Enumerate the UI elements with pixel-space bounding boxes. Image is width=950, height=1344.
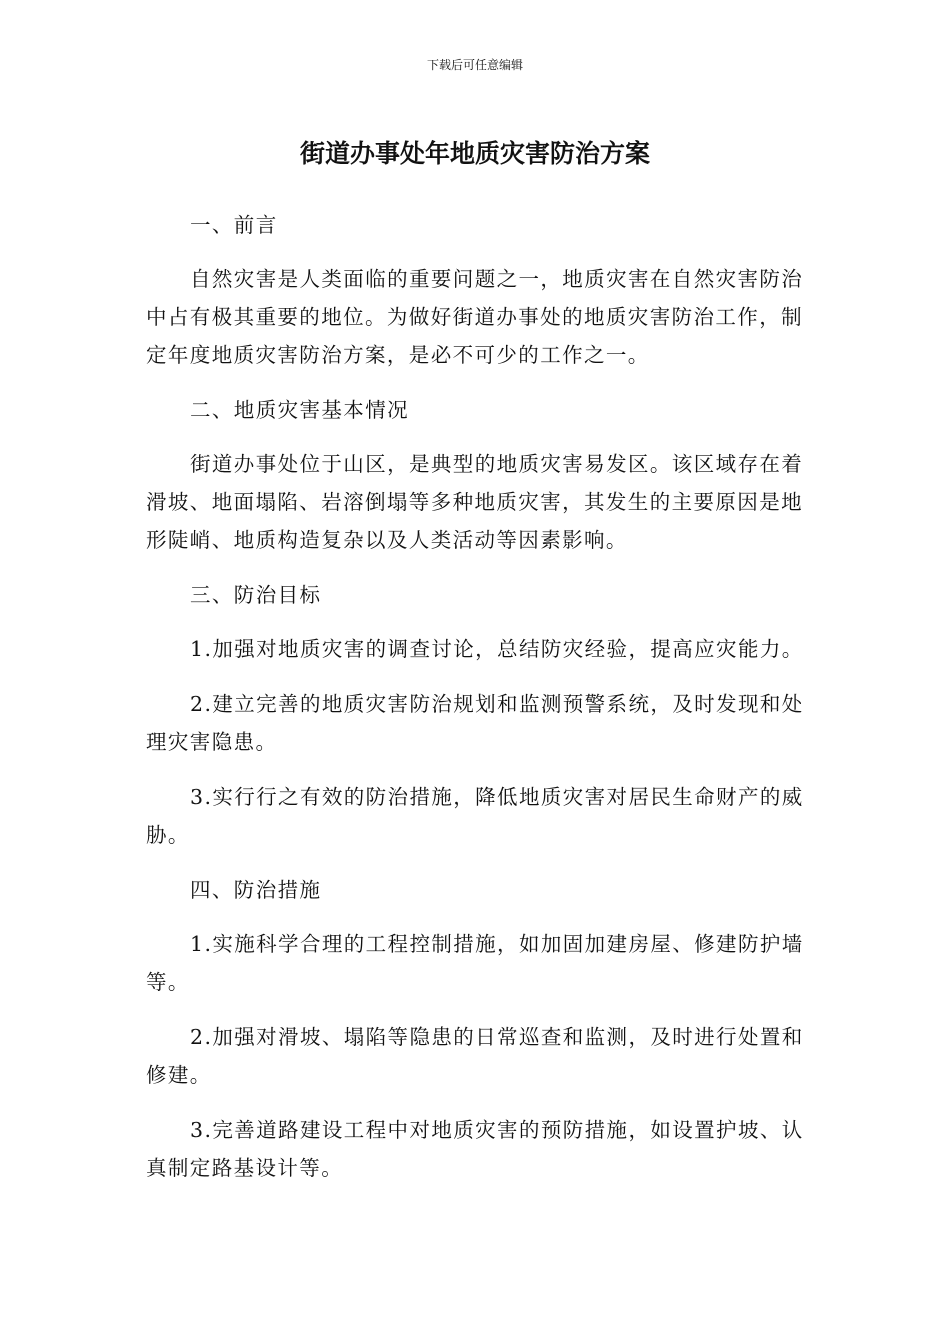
document-body [146, 206, 806, 1204]
paragraph-basic-situation: 街道办事处位于山区，是典型的地质灾害易发区。该区域存在着滑坡、地面塌陷、岩溶倒塌等多种地质灾害，其发生的主要原因是地形陡峭、地质构造复杂以及人类活动等因素影响。 [146, 452, 804, 552]
goal-item-1: 1.加强对地质灾害的调查讨论，总结防灾经验，提高应灾能力。 [190, 637, 804, 661]
document-title: 街道办事处年地质灾害防治方案 [299, 139, 650, 168]
goal-item-3: 3.实行行之有效的防治措施，降低地质灾害对居民生命财产的威胁。 [146, 785, 804, 847]
section-heading-basic-situation: 二、地质灾害基本情况 [190, 398, 409, 422]
section-heading-goals: 三、防治目标 [190, 583, 322, 607]
goal-item-2: 2.建立完善的地质灾害防治规划和监测预警系统，及时发现和处理灾害隐患。 [146, 692, 804, 754]
measure-item-1: 1.实施科学合理的工程控制措施，如加固加建房屋、修建防护墙等。 [146, 932, 804, 994]
measure-item-2: 2.加强对滑坡、塌陷等隐患的日常巡查和监测，及时进行处置和修建。 [146, 1025, 804, 1087]
header-note: 下载后可任意编辑 [426, 58, 523, 72]
paragraph-preface: 自然灾害是人类面临的重要问题之一，地质灾害在自然灾害防治中占有极其重要的地位。为做好街道办事处的地质灾害防治工作，制定年度地质灾害防治方案，是必不可少的工作之一。 [146, 267, 804, 367]
section-heading-preface: 一、前言 [190, 213, 278, 237]
section-heading-measures: 四、防治措施 [190, 878, 322, 902]
measure-item-3: 3.完善道路建设工程中对地质灾害的预防措施，如设置护坡、认真制定路基设计等。 [146, 1118, 804, 1180]
